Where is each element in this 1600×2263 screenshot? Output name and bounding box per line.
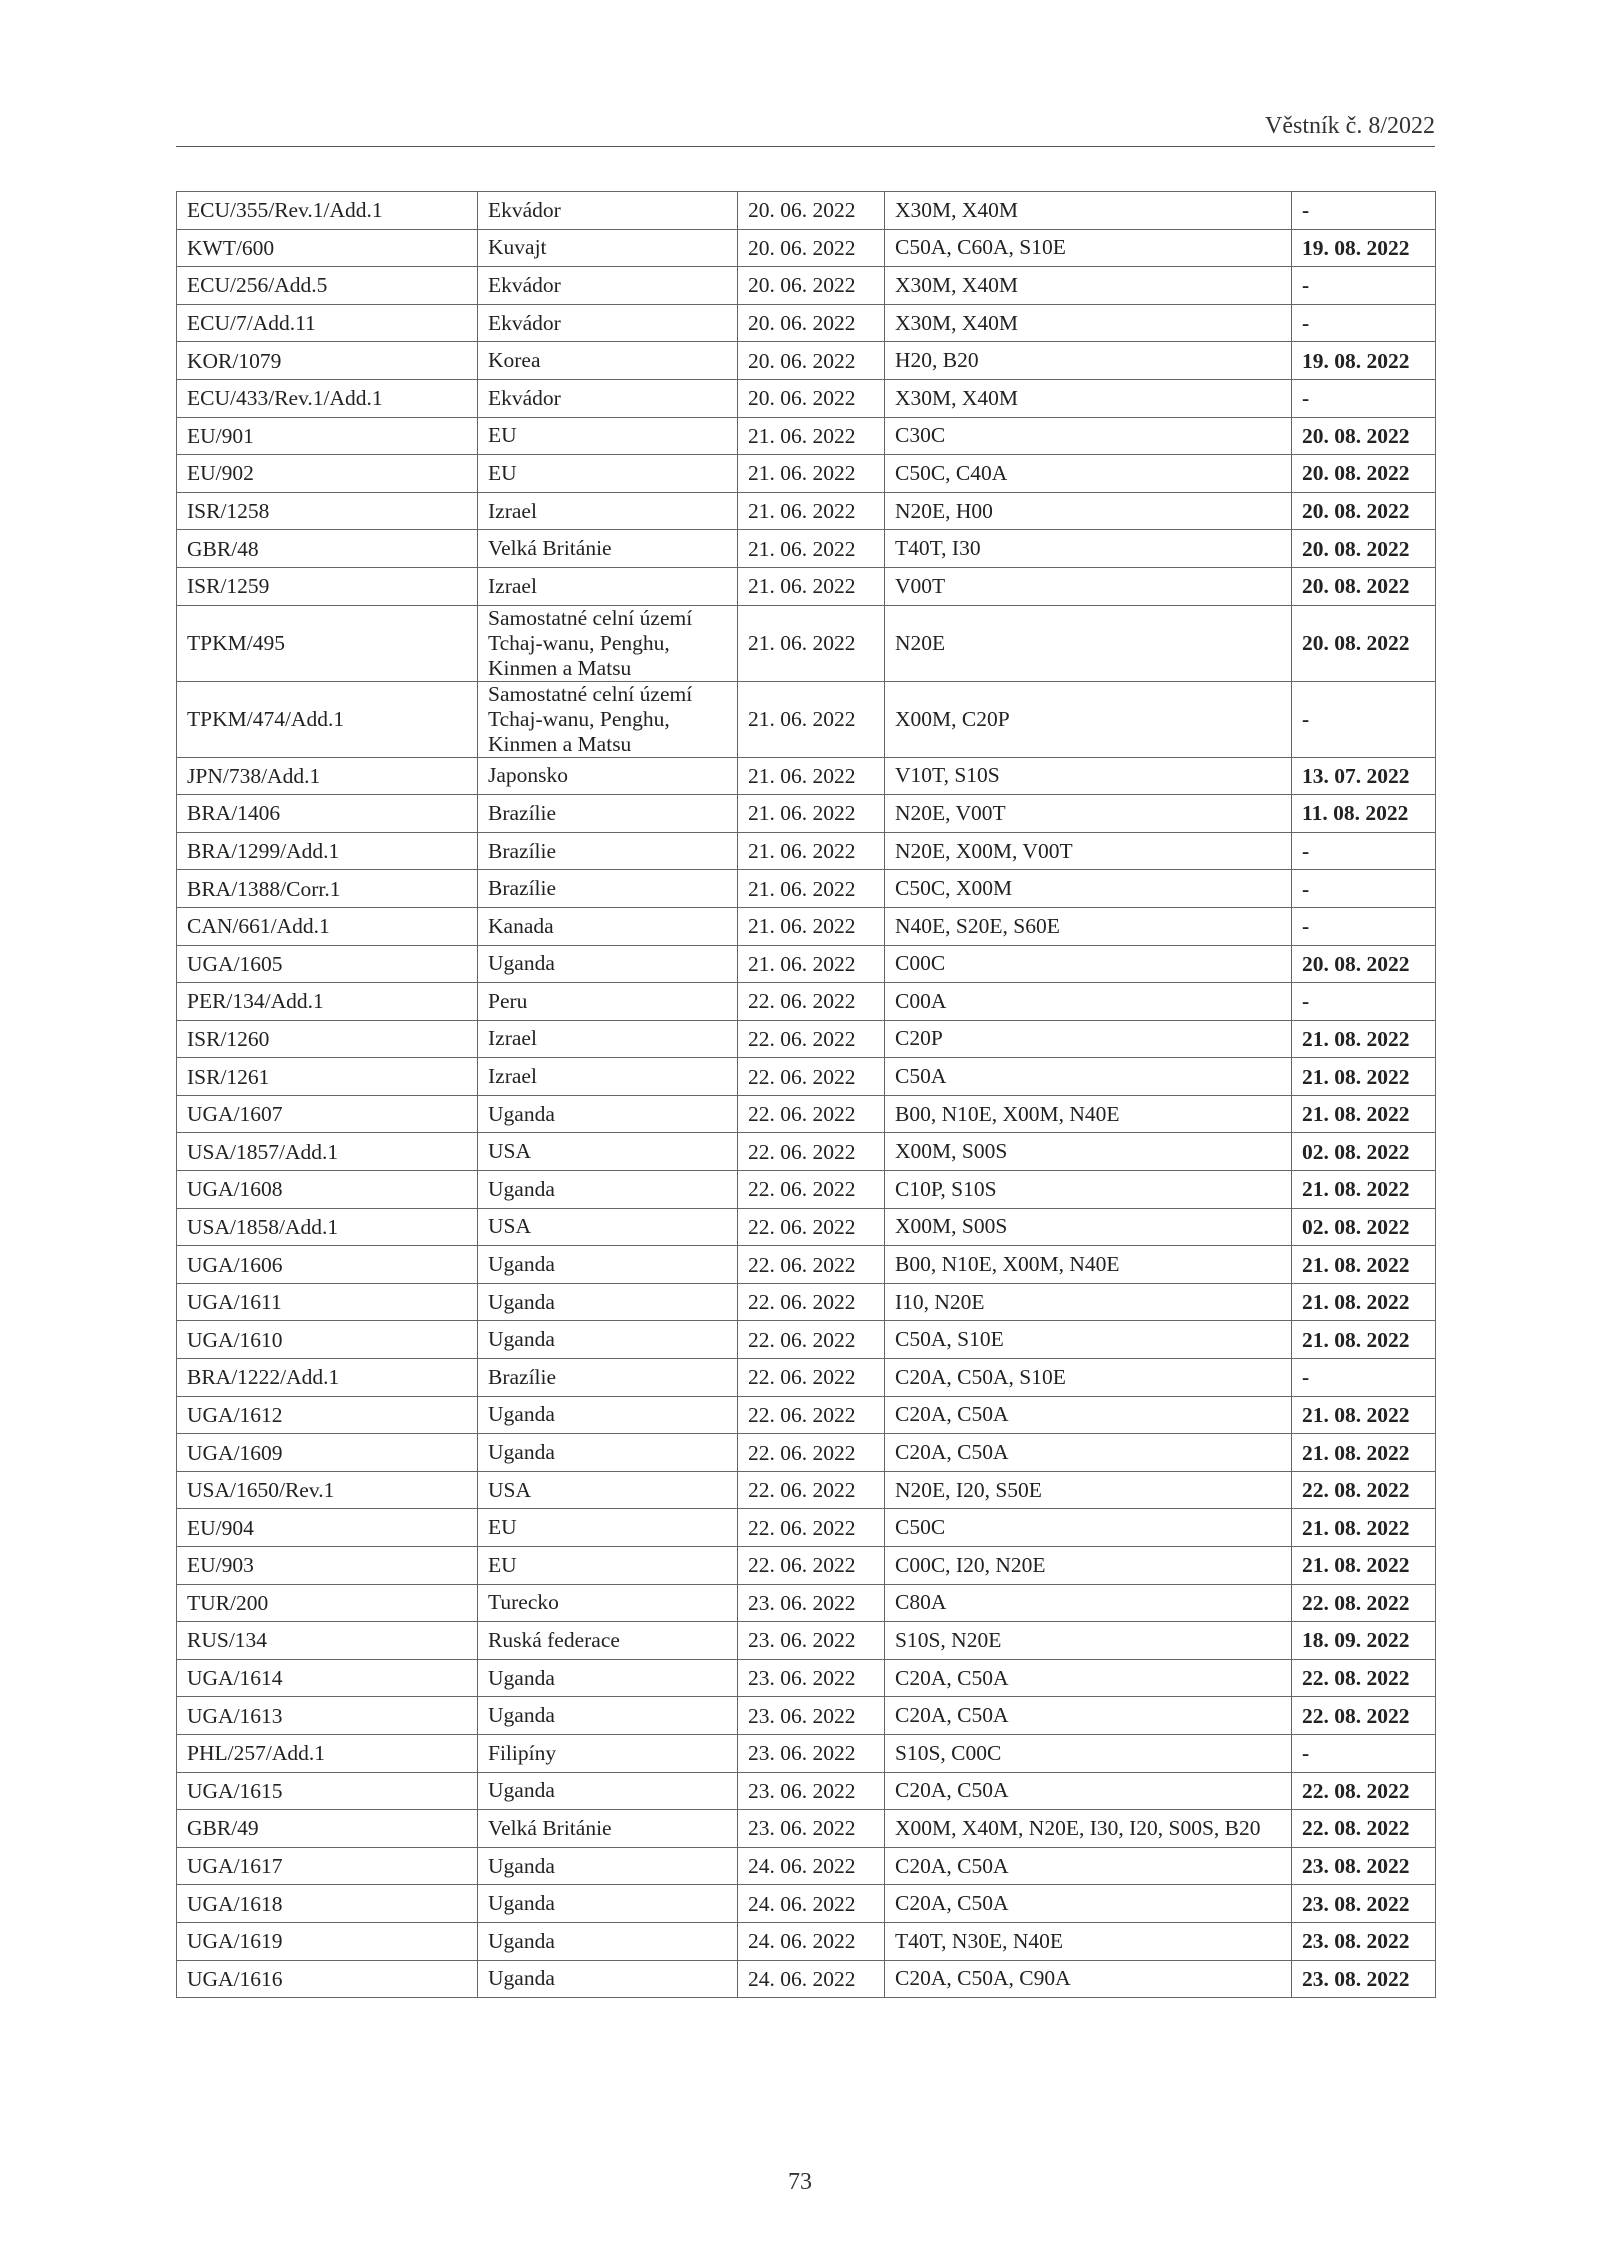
cell-date: 22. 06. 2022 bbox=[738, 983, 885, 1021]
cell-codes: C20A, C50A bbox=[885, 1659, 1292, 1697]
cell-deadline: 21. 08. 2022 bbox=[1292, 1434, 1436, 1472]
cell-document-id: ISR/1261 bbox=[177, 1058, 478, 1096]
cell-date: 24. 06. 2022 bbox=[738, 1847, 885, 1885]
cell-country: Uganda bbox=[478, 1697, 738, 1735]
cell-country: Uganda bbox=[478, 1960, 738, 1998]
table-row bbox=[177, 1133, 1436, 1171]
cell-date: 22. 06. 2022 bbox=[738, 1547, 885, 1585]
table-row bbox=[177, 1246, 1436, 1284]
cell-date: 22. 06. 2022 bbox=[738, 1396, 885, 1434]
table-row bbox=[177, 1659, 1436, 1697]
cell-date: 22. 06. 2022 bbox=[738, 1095, 885, 1133]
table-row bbox=[177, 870, 1436, 908]
cell-deadline: - bbox=[1292, 983, 1436, 1021]
notification-table bbox=[176, 191, 1436, 1998]
cell-document-id: BRA/1222/Add.1 bbox=[177, 1359, 478, 1397]
cell-date: 20. 06. 2022 bbox=[738, 379, 885, 417]
cell-deadline: 20. 08. 2022 bbox=[1292, 530, 1436, 568]
cell-date: 22. 06. 2022 bbox=[738, 1283, 885, 1321]
cell-country: Samostatné celní území Tchaj-wanu, Penghu, Kinmen a Matsu bbox=[478, 681, 738, 757]
cell-deadline: - bbox=[1292, 304, 1436, 342]
cell-deadline: 21. 08. 2022 bbox=[1292, 1095, 1436, 1133]
cell-document-id: UGA/1615 bbox=[177, 1772, 478, 1810]
cell-codes: X00M, S00S bbox=[885, 1208, 1292, 1246]
cell-date: 20. 06. 2022 bbox=[738, 342, 885, 380]
cell-country: EU bbox=[478, 1547, 738, 1585]
table-row bbox=[177, 1020, 1436, 1058]
table-row bbox=[177, 1885, 1436, 1923]
cell-date: 21. 06. 2022 bbox=[738, 757, 885, 795]
cell-date: 24. 06. 2022 bbox=[738, 1960, 885, 1998]
table-row bbox=[177, 417, 1436, 455]
cell-document-id: UGA/1606 bbox=[177, 1246, 478, 1284]
cell-deadline: 21. 08. 2022 bbox=[1292, 1020, 1436, 1058]
cell-deadline: 23. 08. 2022 bbox=[1292, 1885, 1436, 1923]
cell-codes: C30C bbox=[885, 417, 1292, 455]
cell-codes: B00, N10E, X00M, N40E bbox=[885, 1095, 1292, 1133]
cell-date: 24. 06. 2022 bbox=[738, 1885, 885, 1923]
cell-country: Brazílie bbox=[478, 1359, 738, 1397]
table-row bbox=[177, 1208, 1436, 1246]
table-row bbox=[177, 192, 1436, 230]
page-number: 73 bbox=[788, 2169, 812, 2195]
cell-document-id: UGA/1609 bbox=[177, 1434, 478, 1472]
cell-country: Uganda bbox=[478, 1246, 738, 1284]
cell-date: 21. 06. 2022 bbox=[738, 530, 885, 568]
cell-date: 21. 06. 2022 bbox=[738, 681, 885, 757]
cell-codes: X30M, X40M bbox=[885, 379, 1292, 417]
cell-date: 22. 06. 2022 bbox=[738, 1359, 885, 1397]
cell-date: 20. 06. 2022 bbox=[738, 229, 885, 267]
cell-codes: C00C, I20, N20E bbox=[885, 1547, 1292, 1585]
cell-codes: X00M, S00S bbox=[885, 1133, 1292, 1171]
cell-date: 20. 06. 2022 bbox=[738, 304, 885, 342]
cell-date: 23. 06. 2022 bbox=[738, 1734, 885, 1772]
cell-deadline: 22. 08. 2022 bbox=[1292, 1471, 1436, 1509]
cell-document-id: GBR/49 bbox=[177, 1810, 478, 1848]
cell-codes: N20E, V00T bbox=[885, 795, 1292, 833]
table-row bbox=[177, 1622, 1436, 1660]
table-row bbox=[177, 795, 1436, 833]
cell-deadline: - bbox=[1292, 681, 1436, 757]
cell-document-id: UGA/1605 bbox=[177, 945, 478, 983]
cell-country: Izrael bbox=[478, 492, 738, 530]
table-row bbox=[177, 1321, 1436, 1359]
cell-codes: C00A bbox=[885, 983, 1292, 1021]
cell-document-id: UGA/1616 bbox=[177, 1960, 478, 1998]
cell-document-id: TPKM/495 bbox=[177, 605, 478, 681]
cell-deadline: 21. 08. 2022 bbox=[1292, 1509, 1436, 1547]
cell-codes: C00C bbox=[885, 945, 1292, 983]
table-row bbox=[177, 1509, 1436, 1547]
cell-document-id: UGA/1610 bbox=[177, 1321, 478, 1359]
cell-deadline: 22. 08. 2022 bbox=[1292, 1810, 1436, 1848]
cell-country: Uganda bbox=[478, 1095, 738, 1133]
cell-codes: C20A, C50A bbox=[885, 1434, 1292, 1472]
cell-date: 21. 06. 2022 bbox=[738, 605, 885, 681]
cell-codes: C20A, C50A, C90A bbox=[885, 1960, 1292, 1998]
cell-codes: X30M, X40M bbox=[885, 304, 1292, 342]
table-row bbox=[177, 757, 1436, 795]
cell-date: 24. 06. 2022 bbox=[738, 1922, 885, 1960]
cell-codes: X30M, X40M bbox=[885, 192, 1292, 230]
table-row bbox=[177, 1058, 1436, 1096]
cell-document-id: BRA/1388/Corr.1 bbox=[177, 870, 478, 908]
cell-document-id: TPKM/474/Add.1 bbox=[177, 681, 478, 757]
table-row bbox=[177, 567, 1436, 605]
cell-codes: X00M, X40M, N20E, I30, I20, S00S, B20 bbox=[885, 1810, 1292, 1848]
cell-country: Filipíny bbox=[478, 1734, 738, 1772]
cell-document-id: ISR/1260 bbox=[177, 1020, 478, 1058]
cell-deadline: 23. 08. 2022 bbox=[1292, 1960, 1436, 1998]
cell-codes: C20A, C50A bbox=[885, 1697, 1292, 1735]
cell-deadline: - bbox=[1292, 870, 1436, 908]
cell-date: 23. 06. 2022 bbox=[738, 1697, 885, 1735]
cell-codes: C50C, X00M bbox=[885, 870, 1292, 908]
cell-document-id: EU/903 bbox=[177, 1547, 478, 1585]
cell-document-id: KWT/600 bbox=[177, 229, 478, 267]
cell-date: 23. 06. 2022 bbox=[738, 1772, 885, 1810]
cell-deadline: 22. 08. 2022 bbox=[1292, 1772, 1436, 1810]
cell-codes: B00, N10E, X00M, N40E bbox=[885, 1246, 1292, 1284]
cell-date: 23. 06. 2022 bbox=[738, 1622, 885, 1660]
cell-document-id: UGA/1608 bbox=[177, 1171, 478, 1209]
cell-deadline: - bbox=[1292, 267, 1436, 305]
cell-deadline: 20. 08. 2022 bbox=[1292, 417, 1436, 455]
cell-country: Uganda bbox=[478, 1847, 738, 1885]
cell-date: 22. 06. 2022 bbox=[738, 1246, 885, 1284]
cell-deadline: 19. 08. 2022 bbox=[1292, 342, 1436, 380]
cell-date: 21. 06. 2022 bbox=[738, 567, 885, 605]
table-row bbox=[177, 492, 1436, 530]
cell-document-id: UGA/1613 bbox=[177, 1697, 478, 1735]
cell-country: Brazílie bbox=[478, 795, 738, 833]
cell-document-id: UGA/1607 bbox=[177, 1095, 478, 1133]
table-row bbox=[177, 1283, 1436, 1321]
cell-date: 21. 06. 2022 bbox=[738, 945, 885, 983]
table-row bbox=[177, 342, 1436, 380]
table-row bbox=[177, 1922, 1436, 1960]
cell-document-id: PER/134/Add.1 bbox=[177, 983, 478, 1021]
cell-document-id: RUS/134 bbox=[177, 1622, 478, 1660]
cell-deadline: - bbox=[1292, 1359, 1436, 1397]
cell-codes: X00M, C20P bbox=[885, 681, 1292, 757]
cell-country: USA bbox=[478, 1208, 738, 1246]
cell-country: Ekvádor bbox=[478, 267, 738, 305]
cell-deadline: 02. 08. 2022 bbox=[1292, 1133, 1436, 1171]
cell-codes: C20A, C50A bbox=[885, 1772, 1292, 1810]
cell-document-id: USA/1857/Add.1 bbox=[177, 1133, 478, 1171]
cell-country: EU bbox=[478, 455, 738, 493]
cell-country: Uganda bbox=[478, 1283, 738, 1321]
page-header bbox=[176, 113, 1435, 147]
cell-deadline: 20. 08. 2022 bbox=[1292, 605, 1436, 681]
cell-date: 22. 06. 2022 bbox=[738, 1208, 885, 1246]
cell-codes: N40E, S20E, S60E bbox=[885, 907, 1292, 945]
cell-country: Uganda bbox=[478, 945, 738, 983]
cell-country: Uganda bbox=[478, 1772, 738, 1810]
cell-deadline: 13. 07. 2022 bbox=[1292, 757, 1436, 795]
cell-date: 21. 06. 2022 bbox=[738, 795, 885, 833]
cell-deadline: 22. 08. 2022 bbox=[1292, 1659, 1436, 1697]
cell-codes: C20P bbox=[885, 1020, 1292, 1058]
cell-document-id: ECU/433/Rev.1/Add.1 bbox=[177, 379, 478, 417]
cell-country: Turecko bbox=[478, 1584, 738, 1622]
cell-date: 22. 06. 2022 bbox=[738, 1020, 885, 1058]
cell-country: Kanada bbox=[478, 907, 738, 945]
cell-document-id: ECU/355/Rev.1/Add.1 bbox=[177, 192, 478, 230]
cell-deadline: 19. 08. 2022 bbox=[1292, 229, 1436, 267]
cell-country: Velká Británie bbox=[478, 530, 738, 568]
cell-country: Velká Británie bbox=[478, 1810, 738, 1848]
table-row bbox=[177, 1847, 1436, 1885]
cell-deadline: 23. 08. 2022 bbox=[1292, 1922, 1436, 1960]
table-row bbox=[177, 304, 1436, 342]
cell-codes: I10, N20E bbox=[885, 1283, 1292, 1321]
cell-deadline: 23. 08. 2022 bbox=[1292, 1847, 1436, 1885]
cell-country: Uganda bbox=[478, 1659, 738, 1697]
cell-document-id: KOR/1079 bbox=[177, 342, 478, 380]
gazette-title: Věstník č. 8/2022 bbox=[1265, 113, 1435, 139]
cell-country: Uganda bbox=[478, 1434, 738, 1472]
cell-document-id: ECU/7/Add.11 bbox=[177, 304, 478, 342]
cell-date: 23. 06. 2022 bbox=[738, 1659, 885, 1697]
table-row bbox=[177, 907, 1436, 945]
cell-document-id: UGA/1619 bbox=[177, 1922, 478, 1960]
cell-document-id: UGA/1617 bbox=[177, 1847, 478, 1885]
cell-country: USA bbox=[478, 1133, 738, 1171]
cell-codes: N20E, I20, S50E bbox=[885, 1471, 1292, 1509]
table-row bbox=[177, 1584, 1436, 1622]
cell-country: Brazílie bbox=[478, 870, 738, 908]
cell-deadline: 22. 08. 2022 bbox=[1292, 1584, 1436, 1622]
cell-codes: C50C bbox=[885, 1509, 1292, 1547]
table-row bbox=[177, 530, 1436, 568]
cell-deadline: 18. 09. 2022 bbox=[1292, 1622, 1436, 1660]
cell-deadline: 21. 08. 2022 bbox=[1292, 1246, 1436, 1284]
cell-date: 22. 06. 2022 bbox=[738, 1133, 885, 1171]
cell-document-id: BRA/1406 bbox=[177, 795, 478, 833]
cell-codes: X30M, X40M bbox=[885, 267, 1292, 305]
cell-date: 22. 06. 2022 bbox=[738, 1471, 885, 1509]
cell-codes: C50C, C40A bbox=[885, 455, 1292, 493]
cell-codes: V10T, S10S bbox=[885, 757, 1292, 795]
cell-country: Uganda bbox=[478, 1321, 738, 1359]
cell-codes: C50A bbox=[885, 1058, 1292, 1096]
cell-codes: C50A, C60A, S10E bbox=[885, 229, 1292, 267]
cell-document-id: EU/904 bbox=[177, 1509, 478, 1547]
cell-deadline: 22. 08. 2022 bbox=[1292, 1697, 1436, 1735]
cell-date: 20. 06. 2022 bbox=[738, 267, 885, 305]
cell-deadline: 21. 08. 2022 bbox=[1292, 1171, 1436, 1209]
cell-document-id: USA/1858/Add.1 bbox=[177, 1208, 478, 1246]
cell-document-id: UGA/1611 bbox=[177, 1283, 478, 1321]
cell-codes: C50A, S10E bbox=[885, 1321, 1292, 1359]
cell-country: Korea bbox=[478, 342, 738, 380]
cell-country: EU bbox=[478, 417, 738, 455]
table-row bbox=[177, 1734, 1436, 1772]
cell-date: 22. 06. 2022 bbox=[738, 1434, 885, 1472]
cell-date: 21. 06. 2022 bbox=[738, 455, 885, 493]
cell-document-id: ISR/1259 bbox=[177, 567, 478, 605]
table-row bbox=[177, 455, 1436, 493]
cell-date: 23. 06. 2022 bbox=[738, 1810, 885, 1848]
cell-document-id: USA/1650/Rev.1 bbox=[177, 1471, 478, 1509]
table-row bbox=[177, 1547, 1436, 1585]
cell-document-id: UGA/1618 bbox=[177, 1885, 478, 1923]
cell-document-id: UGA/1612 bbox=[177, 1396, 478, 1434]
cell-country: Izrael bbox=[478, 1058, 738, 1096]
table-row bbox=[177, 1471, 1436, 1509]
cell-country: Izrael bbox=[478, 567, 738, 605]
cell-deadline: - bbox=[1292, 379, 1436, 417]
cell-document-id: UGA/1614 bbox=[177, 1659, 478, 1697]
cell-deadline: 20. 08. 2022 bbox=[1292, 455, 1436, 493]
table-row bbox=[177, 1697, 1436, 1735]
cell-document-id: BRA/1299/Add.1 bbox=[177, 832, 478, 870]
cell-codes: N20E, H00 bbox=[885, 492, 1292, 530]
cell-date: 22. 06. 2022 bbox=[738, 1058, 885, 1096]
cell-country: Uganda bbox=[478, 1922, 738, 1960]
cell-deadline: 21. 08. 2022 bbox=[1292, 1058, 1436, 1096]
cell-country: Uganda bbox=[478, 1885, 738, 1923]
cell-country: Peru bbox=[478, 983, 738, 1021]
table-row bbox=[177, 1960, 1436, 1998]
cell-date: 23. 06. 2022 bbox=[738, 1584, 885, 1622]
cell-document-id: JPN/738/Add.1 bbox=[177, 757, 478, 795]
cell-document-id: ECU/256/Add.5 bbox=[177, 267, 478, 305]
cell-codes: T40T, N30E, N40E bbox=[885, 1922, 1292, 1960]
cell-deadline: 21. 08. 2022 bbox=[1292, 1283, 1436, 1321]
cell-date: 21. 06. 2022 bbox=[738, 417, 885, 455]
cell-codes: H20, B20 bbox=[885, 342, 1292, 380]
cell-codes: N20E bbox=[885, 605, 1292, 681]
cell-codes: C20A, C50A bbox=[885, 1847, 1292, 1885]
cell-country: Izrael bbox=[478, 1020, 738, 1058]
table-row bbox=[177, 1396, 1436, 1434]
table-row bbox=[177, 832, 1436, 870]
cell-deadline: - bbox=[1292, 1734, 1436, 1772]
cell-date: 21. 06. 2022 bbox=[738, 492, 885, 530]
cell-codes: C20A, C50A bbox=[885, 1885, 1292, 1923]
cell-date: 22. 06. 2022 bbox=[738, 1509, 885, 1547]
table-row bbox=[177, 681, 1436, 757]
cell-deadline: 21. 08. 2022 bbox=[1292, 1547, 1436, 1585]
table-row bbox=[177, 1095, 1436, 1133]
cell-document-id: CAN/661/Add.1 bbox=[177, 907, 478, 945]
cell-deadline: 21. 08. 2022 bbox=[1292, 1396, 1436, 1434]
cell-document-id: GBR/48 bbox=[177, 530, 478, 568]
cell-deadline: - bbox=[1292, 832, 1436, 870]
cell-deadline: 20. 08. 2022 bbox=[1292, 567, 1436, 605]
cell-country: Japonsko bbox=[478, 757, 738, 795]
cell-country: Brazílie bbox=[478, 832, 738, 870]
cell-country: Uganda bbox=[478, 1171, 738, 1209]
cell-country: Ekvádor bbox=[478, 192, 738, 230]
cell-date: 20. 06. 2022 bbox=[738, 192, 885, 230]
table-row bbox=[177, 1810, 1436, 1848]
cell-date: 21. 06. 2022 bbox=[738, 907, 885, 945]
cell-date: 22. 06. 2022 bbox=[738, 1171, 885, 1209]
cell-deadline: - bbox=[1292, 192, 1436, 230]
cell-deadline: 21. 08. 2022 bbox=[1292, 1321, 1436, 1359]
cell-deadline: 20. 08. 2022 bbox=[1292, 492, 1436, 530]
cell-deadline: 11. 08. 2022 bbox=[1292, 795, 1436, 833]
cell-country: EU bbox=[478, 1509, 738, 1547]
cell-country: Ruská federace bbox=[478, 1622, 738, 1660]
table-body bbox=[177, 192, 1436, 1998]
cell-deadline: 02. 08. 2022 bbox=[1292, 1208, 1436, 1246]
cell-country: USA bbox=[478, 1471, 738, 1509]
cell-date: 21. 06. 2022 bbox=[738, 832, 885, 870]
cell-deadline: - bbox=[1292, 907, 1436, 945]
cell-document-id: TUR/200 bbox=[177, 1584, 478, 1622]
cell-codes: S10S, C00C bbox=[885, 1734, 1292, 1772]
cell-codes: C20A, C50A, S10E bbox=[885, 1359, 1292, 1397]
table-row bbox=[177, 267, 1436, 305]
table-row bbox=[177, 379, 1436, 417]
cell-codes: C20A, C50A bbox=[885, 1396, 1292, 1434]
cell-country: Samostatné celní území Tchaj-wanu, Penghu, Kinmen a Matsu bbox=[478, 605, 738, 681]
cell-date: 21. 06. 2022 bbox=[738, 870, 885, 908]
cell-deadline: 20. 08. 2022 bbox=[1292, 945, 1436, 983]
cell-country: Ekvádor bbox=[478, 304, 738, 342]
cell-date: 22. 06. 2022 bbox=[738, 1321, 885, 1359]
cell-document-id: EU/902 bbox=[177, 455, 478, 493]
table-row bbox=[177, 229, 1436, 267]
cell-country: Uganda bbox=[478, 1396, 738, 1434]
table-row bbox=[177, 983, 1436, 1021]
table-row bbox=[177, 605, 1436, 681]
cell-country: Ekvádor bbox=[478, 379, 738, 417]
cell-country: Kuvajt bbox=[478, 229, 738, 267]
cell-codes: C80A bbox=[885, 1584, 1292, 1622]
cell-document-id: PHL/257/Add.1 bbox=[177, 1734, 478, 1772]
cell-document-id: EU/901 bbox=[177, 417, 478, 455]
cell-codes: N20E, X00M, V00T bbox=[885, 832, 1292, 870]
cell-codes: C10P, S10S bbox=[885, 1171, 1292, 1209]
table-row bbox=[177, 1359, 1436, 1397]
table-row bbox=[177, 945, 1436, 983]
table-row bbox=[177, 1772, 1436, 1810]
cell-codes: S10S, N20E bbox=[885, 1622, 1292, 1660]
table-row bbox=[177, 1171, 1436, 1209]
cell-document-id: ISR/1258 bbox=[177, 492, 478, 530]
table-row bbox=[177, 1434, 1436, 1472]
cell-codes: V00T bbox=[885, 567, 1292, 605]
cell-codes: T40T, I30 bbox=[885, 530, 1292, 568]
